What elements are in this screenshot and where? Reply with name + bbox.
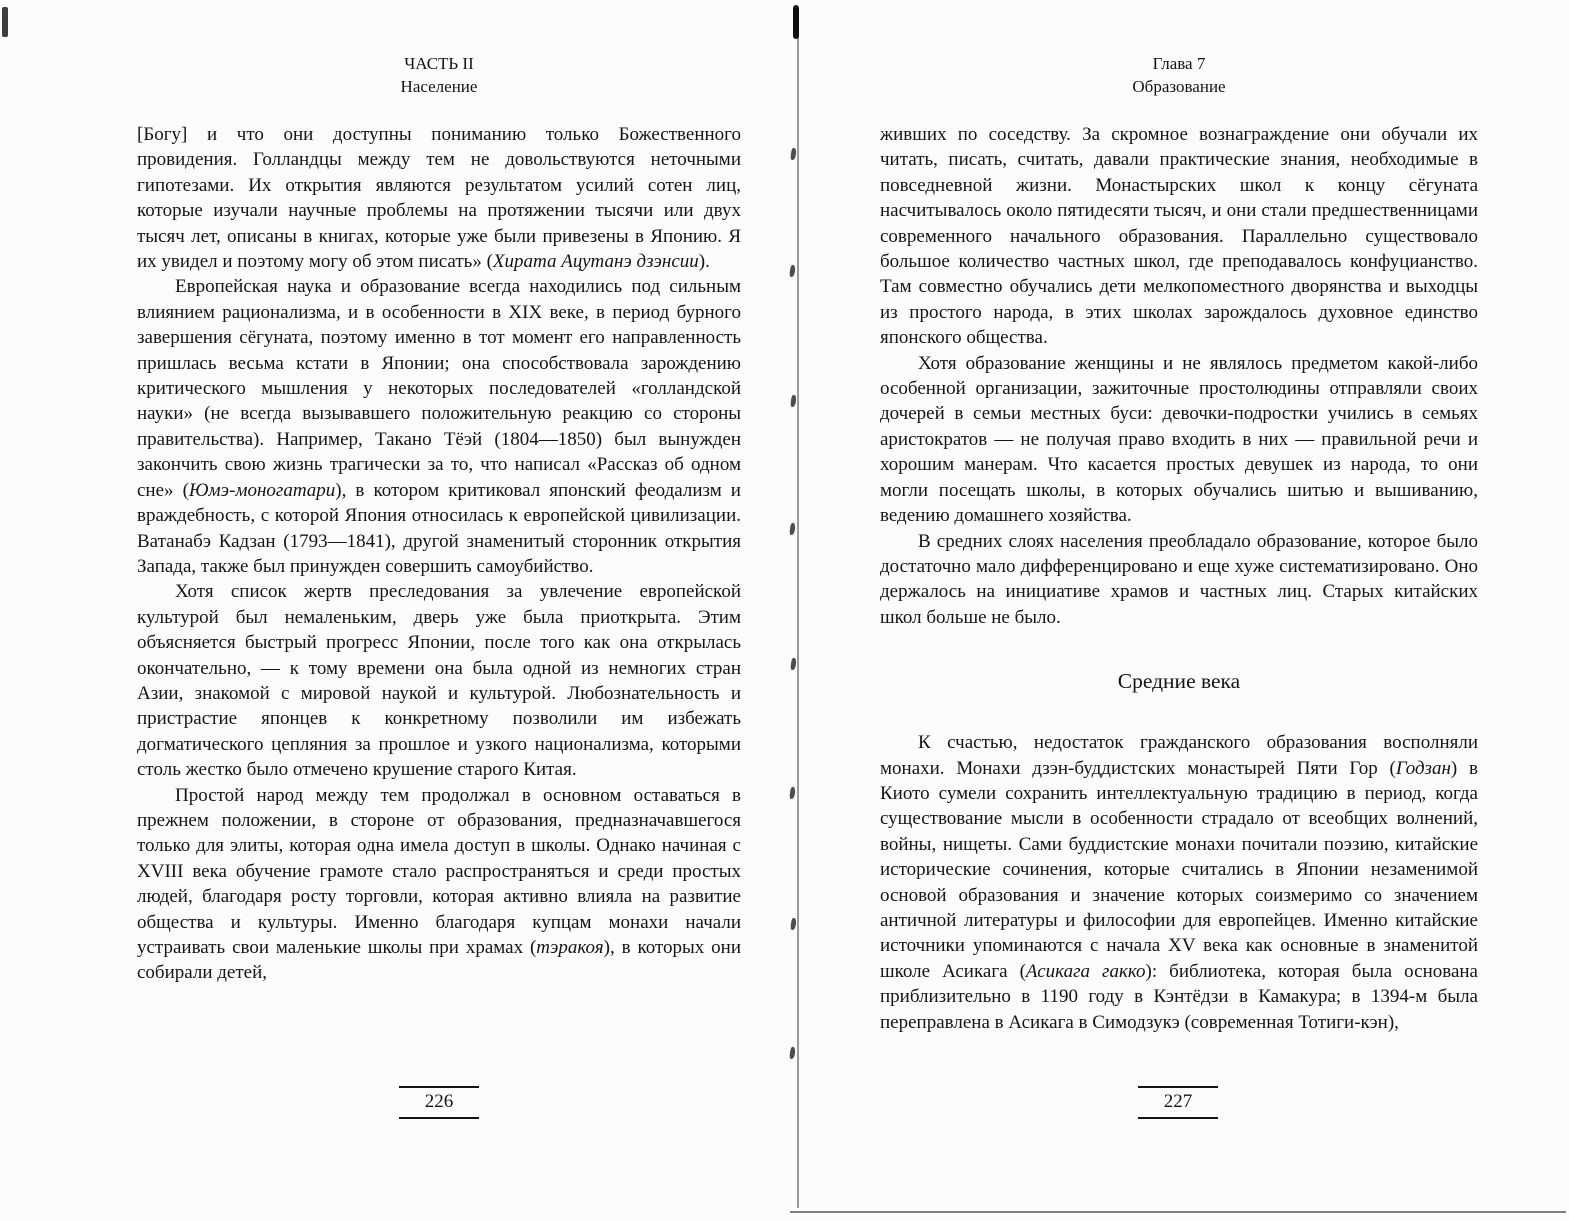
paragraph: [880, 529, 1478, 631]
right-page-header: [880, 52, 1478, 98]
right-page-body-top: [880, 122, 1478, 630]
text-run: В средних слоях населения преобладало образование, которое было достаточно мало дифференцировано и еще хуже систематизировано. Оно держалось на инициативе храмов и частных лиц. Старых китайских школ больше не было.: [880, 530, 1478, 628]
gutter-tick-mark: [789, 1047, 796, 1060]
text-run: ).: [698, 251, 710, 273]
right-page-body-bottom: [880, 730, 1478, 1035]
gutter-tick-mark: [790, 148, 797, 161]
section-heading: Средние века: [1117, 669, 1241, 694]
text-run: ), в которых они собирали детей,: [137, 937, 742, 984]
text-run: [Богу] и что они доступны пониманию только Божественного провидения. Голландцы между тем не довольствуются неточными гипотезами. Их открытия являются результатом усилий сотен лиц, которые изучали научные проблемы на протяжении тысячи или двух тысяч лет, описаны в книгах, которые уже были привезены в Японию. Я их увидел и поэтому могу об этом писать» (: [137, 124, 741, 273]
paragraph: [137, 274, 741, 579]
text-run: Хотя образование женщины и не являлось предметом какой-либо особенной организации, зажиточные простолюдины отправляли своих дочерей в семьи местных буси: девочки-подростки учились в семьях аристократов — не получая право входить в них — правильной речи и хорошим манерам. Что касается простых девушек из народа, то они могли посещать школы, в которых обучались шитью и вышиванию, ведению домашнего хозяйства.: [880, 352, 1478, 527]
left-page-header: [137, 52, 741, 98]
binding-gutter-top-mark: [793, 5, 799, 39]
text-run: Европейская наука и образование всегда находились под сильным влиянием рационализма, и в особенности в XIX веке, в период бурного завершения сёгуната, поэтому именно в тот момент его направленность пришлась весьма кстати в Японии; она способствовала зарождению критического мышления у некоторых последователей «голландской науки» (не всегда вызывавшего положительную реакцию со стороны правительства). Например, Такано Тёэй (1804—1850) был вынужден закончить свою жизнь трагически за то, что написал «Рассказ об одном сне» (: [137, 276, 741, 501]
italic-run: тэракоя: [536, 937, 604, 958]
left-page-body: [137, 122, 741, 986]
text-run: К счастью, недостаток гражданского образования восполняли монахи. Монахи дзэн-буддистских монастырей Пяти Гор (: [880, 732, 1478, 779]
right-running-title: Глава 7: [1152, 54, 1206, 73]
paragraph: [880, 122, 1478, 351]
italic-run: Годзан: [1395, 757, 1451, 779]
gutter-tick-mark: [790, 658, 797, 671]
right-page: [880, 52, 1478, 1035]
left-running-subtitle: Население: [400, 77, 478, 96]
paragraph: [137, 783, 741, 986]
text-run: ) в Киото сумели сохранить интеллектуальную традицию в период, когда существование мысли в особенности страдало от всеобщих волнений, войны, нищеты. Сами буддистские монахи почитали поэзию, китайские исторические сочинения, которые считались в Японии незаменимой основой образования и значение которых соизмеримо со значением античной литературы и философии для европейцев. Именно китайские источники упоминаются с начала XV века как основные в знаменитой школе Асикага (: [880, 757, 1478, 982]
text-run: Простой народ между тем продолжал в основном оставаться в прежнем положении, в стороне от образования, предназначавшегося только для элиты, которая одна имела доступ в школы. Однако начиная с XVIII века обучение грамоте стало распространяться и среди простых людей, благодаря росту торговли, которая активно влияла на развитие общества и культуры. Именно благодаря купцам монахи начали устраивать свои маленькие школы при храмах (: [137, 784, 741, 958]
binding-gutter-line: [797, 12, 799, 1208]
paragraph: [137, 122, 741, 274]
right-page-number: 227: [1138, 1086, 1218, 1119]
text-run: ): библиотека, которая была основана приблизительно в 1190 году в Кэнтёдзи в Камакура; в 1394-м была переправлена в Асикага в Симодзукэ (современная Тотиги-кэн),: [880, 960, 1478, 1033]
left-page: [137, 52, 741, 986]
left-page-number: 226: [399, 1086, 479, 1119]
text-run: ), в котором критиковал японский феодализм и враждебность, с которой Япония относилась к европейской цивилизации. Ватанабэ Кадзан (1793—1841), другой знаменитый сторонник открытия Запада, также был принужден совершить самоубийство.: [137, 479, 741, 577]
italic-run: Юмэ-моногатари: [188, 479, 336, 501]
gutter-tick-mark: [789, 787, 796, 800]
scan-edge-mark: [2, 7, 8, 37]
left-running-title: ЧАСТЬ II: [404, 54, 474, 73]
gutter-tick-mark: [789, 523, 796, 536]
text-run: живших по соседству. За скромное вознаграждение они обучали их читать, писать, считать, давали практические знания, необходимые в повседневной жизни. Монастырских школ к концу сёгуната насчитывалось около пятидесяти тысяч, и они стали предшественницами современного начального образования. Параллельно существовало большое количество частных школ, где преподавалось конфуцианство. Там совместно обучались дети мелкопоместного дворянства и выходцы из простого народа, в этих школах зарождалось духовное единство японского общества.: [880, 124, 1478, 349]
italic-run: Асикага гакко: [1025, 960, 1146, 982]
paragraph: [880, 351, 1478, 529]
gutter-tick-mark: [790, 395, 797, 408]
gutter-tick-mark: [790, 918, 797, 931]
scan-bottom-edge-line: [790, 1211, 1566, 1213]
gutter-tick-mark: [789, 265, 796, 278]
right-running-subtitle: Образование: [1132, 77, 1226, 96]
paragraph: [880, 730, 1478, 1035]
paragraph: [137, 579, 741, 782]
text-run: Хотя список жертв преследования за увлечение европейской культурой был немаленьким, дверь уже была приоткрыта. Этим объясняется быстрый прогресс Японии, после того как она открылась окончательно, — к тому времени она была одной из немногих стран Азии, знакомой с мировой наукой и культурой. Любознательность и пристрастие японцев к конкретному позволили им избежать догматического цепляния за прошлое и узкого национализма, которыми столь жестко было отмечено крушение старого Китая.: [137, 581, 741, 781]
italic-run: Хирата Ацутанэ дзэнсии: [492, 251, 699, 273]
